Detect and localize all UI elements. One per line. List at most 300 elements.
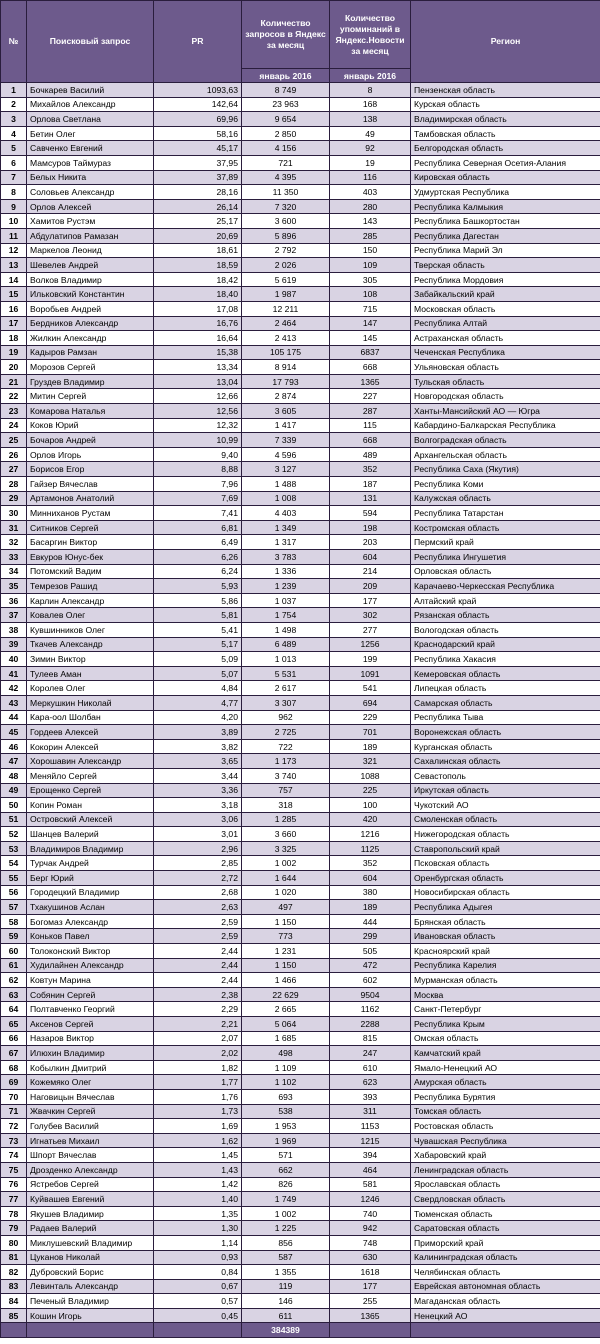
row-yandex: 497	[242, 900, 330, 915]
row-num: 59	[1, 929, 27, 944]
table-row	[1, 637, 600, 652]
row-query: Воробьев Андрей	[27, 301, 154, 316]
row-region: Иркутская область	[411, 783, 600, 798]
row-pr: 2,96	[154, 841, 242, 856]
row-region: Воронежская область	[411, 725, 600, 740]
row-num: 29	[1, 491, 27, 506]
row-num: 37	[1, 608, 27, 623]
table-row	[1, 491, 600, 506]
row-query: Абдулатипов Рамазан	[27, 228, 154, 243]
row-pr: 28,16	[154, 185, 242, 200]
row-yandex: 773	[242, 929, 330, 944]
row-num: 64	[1, 1002, 27, 1017]
row-num: 43	[1, 695, 27, 710]
row-num: 65	[1, 1017, 27, 1032]
row-news: 630	[330, 1250, 411, 1265]
table-row	[1, 666, 600, 681]
row-region: Оренбургская область	[411, 871, 600, 886]
row-yandex: 3 605	[242, 404, 330, 419]
row-region: Владимирская область	[411, 112, 600, 127]
row-yandex: 1 150	[242, 914, 330, 929]
row-query: Карлин Александр	[27, 593, 154, 608]
row-pr: 3,01	[154, 827, 242, 842]
row-pr: 18,59	[154, 258, 242, 273]
table-row	[1, 973, 600, 988]
row-yandex: 119	[242, 1279, 330, 1294]
row-pr: 1,35	[154, 1206, 242, 1221]
table-row	[1, 1294, 600, 1309]
table-row	[1, 1308, 600, 1323]
row-query: Меняйло Сергей	[27, 768, 154, 783]
row-yandex: 693	[242, 1089, 330, 1104]
row-region: Ханты-Мансийский АО — Югра	[411, 404, 600, 419]
row-num: 34	[1, 564, 27, 579]
table-row	[1, 608, 600, 623]
row-region: Хабаровский край	[411, 1148, 600, 1163]
row-yandex: 1 685	[242, 1031, 330, 1046]
row-news: 594	[330, 506, 411, 521]
row-news: 108	[330, 287, 411, 302]
row-region: Ульяновская область	[411, 360, 600, 375]
row-news: 489	[330, 447, 411, 462]
table-row	[1, 389, 600, 404]
row-pr: 1,62	[154, 1133, 242, 1148]
table-row	[1, 155, 600, 170]
row-yandex: 11 350	[242, 185, 330, 200]
row-yandex: 7 320	[242, 199, 330, 214]
row-yandex: 962	[242, 710, 330, 725]
row-num: 40	[1, 652, 27, 667]
row-news: 942	[330, 1221, 411, 1236]
row-query: Соловьев Александр	[27, 185, 154, 200]
row-news: 394	[330, 1148, 411, 1163]
row-pr: 10,99	[154, 433, 242, 448]
row-region: Республика Тыва	[411, 710, 600, 725]
row-yandex: 6 489	[242, 637, 330, 652]
row-region: Брянская область	[411, 914, 600, 929]
row-pr: 2,29	[154, 1002, 242, 1017]
row-num: 61	[1, 958, 27, 973]
row-yandex: 1 355	[242, 1265, 330, 1280]
row-num: 54	[1, 856, 27, 871]
row-yandex: 611	[242, 1308, 330, 1323]
row-news: 505	[330, 944, 411, 959]
footer-empty	[411, 1323, 600, 1338]
row-pr: 7,69	[154, 491, 242, 506]
row-yandex: 2 026	[242, 258, 330, 273]
row-pr: 1,30	[154, 1221, 242, 1236]
row-pr: 2,68	[154, 885, 242, 900]
row-pr: 5,17	[154, 637, 242, 652]
row-yandex: 826	[242, 1177, 330, 1192]
row-yandex: 1 020	[242, 885, 330, 900]
row-news: 19	[330, 155, 411, 170]
row-num: 5	[1, 141, 27, 156]
row-news: 189	[330, 739, 411, 754]
row-pr: 5,09	[154, 652, 242, 667]
row-yandex: 8 749	[242, 83, 330, 98]
row-query: Кошин Игорь	[27, 1308, 154, 1323]
row-news: 541	[330, 681, 411, 696]
row-news: 227	[330, 389, 411, 404]
row-num: 9	[1, 199, 27, 214]
row-region: Вологодская область	[411, 622, 600, 637]
row-region: Республика Калмыкия	[411, 199, 600, 214]
table-row	[1, 958, 600, 973]
row-news: 1216	[330, 827, 411, 842]
row-num: 38	[1, 622, 27, 637]
table-row	[1, 433, 600, 448]
row-pr: 1,14	[154, 1235, 242, 1250]
row-yandex: 2 413	[242, 331, 330, 346]
row-news: 177	[330, 1279, 411, 1294]
row-yandex: 1 173	[242, 754, 330, 769]
row-num: 17	[1, 316, 27, 331]
row-pr: 1,82	[154, 1060, 242, 1075]
row-yandex: 721	[242, 155, 330, 170]
row-region: Пензенская область	[411, 83, 600, 98]
row-news: 581	[330, 1177, 411, 1192]
row-num: 2	[1, 97, 27, 112]
table-row	[1, 126, 600, 141]
row-pr: 18,42	[154, 272, 242, 287]
row-news: 444	[330, 914, 411, 929]
table-row	[1, 112, 600, 127]
row-yandex: 2 464	[242, 316, 330, 331]
row-yandex: 1 109	[242, 1060, 330, 1075]
row-query: Коньков Павел	[27, 929, 154, 944]
row-region: Республика Карелия	[411, 958, 600, 973]
row-news: 225	[330, 783, 411, 798]
row-yandex: 5 531	[242, 666, 330, 681]
row-num: 76	[1, 1177, 27, 1192]
row-news: 1618	[330, 1265, 411, 1280]
row-pr: 18,40	[154, 287, 242, 302]
row-news: 1215	[330, 1133, 411, 1148]
row-region: Курганская область	[411, 739, 600, 754]
row-news: 143	[330, 214, 411, 229]
row-pr: 18,61	[154, 243, 242, 258]
row-news: 9504	[330, 987, 411, 1002]
table-row	[1, 1089, 600, 1104]
row-pr: 0,57	[154, 1294, 242, 1309]
row-num: 19	[1, 345, 27, 360]
row-yandex: 722	[242, 739, 330, 754]
table-row	[1, 1133, 600, 1148]
row-region: Тюменская область	[411, 1206, 600, 1221]
row-yandex: 1 644	[242, 871, 330, 886]
row-news: 302	[330, 608, 411, 623]
row-yandex: 1 317	[242, 535, 330, 550]
row-num: 71	[1, 1104, 27, 1119]
row-query: Гордеев Алексей	[27, 725, 154, 740]
row-query: Хорошавин Александр	[27, 754, 154, 769]
row-region: Санкт-Петербург	[411, 1002, 600, 1017]
row-pr: 1,42	[154, 1177, 242, 1192]
row-region: Ставропольский край	[411, 841, 600, 856]
row-num: 33	[1, 550, 27, 565]
table-row	[1, 768, 600, 783]
row-num: 31	[1, 520, 27, 535]
row-num: 55	[1, 871, 27, 886]
row-news: 694	[330, 695, 411, 710]
table-row	[1, 987, 600, 1002]
row-pr: 13,04	[154, 374, 242, 389]
table-row	[1, 447, 600, 462]
row-news: 177	[330, 593, 411, 608]
row-news: 311	[330, 1104, 411, 1119]
row-num: 21	[1, 374, 27, 389]
table-body	[1, 83, 600, 1323]
row-pr: 1,40	[154, 1192, 242, 1207]
table-row	[1, 914, 600, 929]
row-pr: 45,17	[154, 141, 242, 156]
row-news: 740	[330, 1206, 411, 1221]
row-num: 15	[1, 287, 27, 302]
row-region: Забайкальский край	[411, 287, 600, 302]
footer-empty	[330, 1323, 411, 1338]
row-num: 63	[1, 987, 27, 1002]
row-pr: 37,89	[154, 170, 242, 185]
table-row	[1, 681, 600, 696]
row-pr: 9,40	[154, 447, 242, 462]
row-region: Чукотский АО	[411, 798, 600, 813]
row-region: Ярославская область	[411, 1177, 600, 1192]
header-news: Количество упоминаний в Яндекс.Новости за месяц	[330, 1, 411, 69]
row-pr: 1,76	[154, 1089, 242, 1104]
table-row	[1, 287, 600, 302]
row-num: 77	[1, 1192, 27, 1207]
table-row	[1, 418, 600, 433]
row-pr: 6,81	[154, 520, 242, 535]
row-yandex: 856	[242, 1235, 330, 1250]
row-query: Аксенов Сергей	[27, 1017, 154, 1032]
row-num: 73	[1, 1133, 27, 1148]
row-news: 1365	[330, 374, 411, 389]
row-query: Бердников Александр	[27, 316, 154, 331]
row-query: Комарова Наталья	[27, 404, 154, 419]
row-pr: 12,56	[154, 404, 242, 419]
row-pr: 3,36	[154, 783, 242, 798]
row-news: 1256	[330, 637, 411, 652]
row-num: 10	[1, 214, 27, 229]
row-num: 4	[1, 126, 27, 141]
row-yandex: 1 754	[242, 608, 330, 623]
row-query: Тулеев Аман	[27, 666, 154, 681]
row-yandex: 2 874	[242, 389, 330, 404]
row-region: Псковская область	[411, 856, 600, 871]
row-query: Бетин Олег	[27, 126, 154, 141]
row-region: Республика Северная Осетия-Алания	[411, 155, 600, 170]
row-num: 62	[1, 973, 27, 988]
row-query: Кувшинников Олег	[27, 622, 154, 637]
row-num: 48	[1, 768, 27, 783]
header-num: №	[1, 1, 27, 83]
row-query: Меркушкин Николай	[27, 695, 154, 710]
row-region: Тверская область	[411, 258, 600, 273]
row-yandex: 22 629	[242, 987, 330, 1002]
row-news: 116	[330, 170, 411, 185]
table-row	[1, 579, 600, 594]
row-pr: 2,44	[154, 973, 242, 988]
row-query: Турчак Андрей	[27, 856, 154, 871]
row-yandex: 1 969	[242, 1133, 330, 1148]
row-num: 44	[1, 710, 27, 725]
row-region: Рязанская область	[411, 608, 600, 623]
row-pr: 37,95	[154, 155, 242, 170]
row-num: 25	[1, 433, 27, 448]
row-yandex: 2 617	[242, 681, 330, 696]
row-query: Гайзер Вячеслав	[27, 477, 154, 492]
row-query: Белых Никита	[27, 170, 154, 185]
row-query: Митин Сергей	[27, 389, 154, 404]
row-news: 138	[330, 112, 411, 127]
row-pr: 4,20	[154, 710, 242, 725]
row-query: Берг Юрий	[27, 871, 154, 886]
row-news: 472	[330, 958, 411, 973]
footer-empty	[154, 1323, 242, 1338]
row-query: Шанцев Валерий	[27, 827, 154, 842]
row-num: 27	[1, 462, 27, 477]
row-news: 145	[330, 331, 411, 346]
row-pr: 1,77	[154, 1075, 242, 1090]
row-region: Костромская область	[411, 520, 600, 535]
footer-empty	[1, 1323, 27, 1338]
table-row	[1, 1148, 600, 1163]
row-region: Липецкая область	[411, 681, 600, 696]
row-news: 92	[330, 141, 411, 156]
row-yandex: 3 660	[242, 827, 330, 842]
row-num: 8	[1, 185, 27, 200]
row-news: 115	[330, 418, 411, 433]
row-yandex: 146	[242, 1294, 330, 1309]
table-row	[1, 316, 600, 331]
table-row	[1, 1104, 600, 1119]
table-row	[1, 1075, 600, 1090]
row-yandex: 1 013	[242, 652, 330, 667]
row-pr: 3,89	[154, 725, 242, 740]
table-row	[1, 345, 600, 360]
row-region: Кабардино-Балкарская Республика	[411, 418, 600, 433]
row-num: 46	[1, 739, 27, 754]
table-row	[1, 477, 600, 492]
footer-empty	[27, 1323, 154, 1338]
row-query: Островский Алексей	[27, 812, 154, 827]
row-yandex: 4 156	[242, 141, 330, 156]
row-yandex: 1 150	[242, 958, 330, 973]
row-num: 42	[1, 681, 27, 696]
row-news: 203	[330, 535, 411, 550]
table-row	[1, 1250, 600, 1265]
row-region: Приморский край	[411, 1235, 600, 1250]
row-yandex: 105 175	[242, 345, 330, 360]
row-region: Кемеровская область	[411, 666, 600, 681]
row-query: Коков Юрий	[27, 418, 154, 433]
row-region: Астраханская область	[411, 331, 600, 346]
row-news: 1153	[330, 1119, 411, 1134]
row-news: 109	[330, 258, 411, 273]
table-row	[1, 944, 600, 959]
row-news: 299	[330, 929, 411, 944]
row-query: Темрезов Рашид	[27, 579, 154, 594]
row-news: 131	[330, 491, 411, 506]
table-row	[1, 1192, 600, 1207]
row-pr: 3,18	[154, 798, 242, 813]
row-region: Самарская область	[411, 695, 600, 710]
row-news: 403	[330, 185, 411, 200]
row-num: 70	[1, 1089, 27, 1104]
table-row	[1, 798, 600, 813]
table-row	[1, 1162, 600, 1177]
row-num: 74	[1, 1148, 27, 1163]
table-row	[1, 374, 600, 389]
row-num: 14	[1, 272, 27, 287]
row-yandex: 4 596	[242, 447, 330, 462]
row-region: Ивановская область	[411, 929, 600, 944]
row-yandex: 1 749	[242, 1192, 330, 1207]
row-num: 1	[1, 83, 27, 98]
row-query: Радаев Валерий	[27, 1221, 154, 1236]
row-query: Дрозденко Александр	[27, 1162, 154, 1177]
row-query: Зимин Виктор	[27, 652, 154, 667]
row-query: Богомаз Александр	[27, 914, 154, 929]
row-pr: 2,59	[154, 914, 242, 929]
table-row	[1, 841, 600, 856]
row-yandex: 1 349	[242, 520, 330, 535]
row-region: Белгородская область	[411, 141, 600, 156]
row-query: Жвачкин Сергей	[27, 1104, 154, 1119]
row-yandex: 1 102	[242, 1075, 330, 1090]
row-yandex: 571	[242, 1148, 330, 1163]
row-pr: 8,88	[154, 462, 242, 477]
table-header	[1, 1, 600, 83]
row-query: Кокорин Алексей	[27, 739, 154, 754]
row-yandex: 12 211	[242, 301, 330, 316]
table-row	[1, 871, 600, 886]
row-query: Цуканов Николай	[27, 1250, 154, 1265]
row-query: Орлова Светлана	[27, 112, 154, 127]
row-query: Кара-оол Шолбан	[27, 710, 154, 725]
row-pr: 20,69	[154, 228, 242, 243]
row-region: Ростовская область	[411, 1119, 600, 1134]
row-region: Республика Дагестан	[411, 228, 600, 243]
row-region: Томская область	[411, 1104, 600, 1119]
table-row	[1, 170, 600, 185]
row-pr: 5,93	[154, 579, 242, 594]
row-yandex: 3 127	[242, 462, 330, 477]
row-region: Алтайский край	[411, 593, 600, 608]
header-region: Регион	[411, 1, 600, 83]
row-news: 1246	[330, 1192, 411, 1207]
row-pr: 12,32	[154, 418, 242, 433]
row-yandex: 2 850	[242, 126, 330, 141]
row-news: 287	[330, 404, 411, 419]
row-num: 50	[1, 798, 27, 813]
row-pr: 1,73	[154, 1104, 242, 1119]
row-news: 1365	[330, 1308, 411, 1323]
row-news: 168	[330, 97, 411, 112]
row-query: Ильковский Константин	[27, 287, 154, 302]
row-region: Москва	[411, 987, 600, 1002]
row-pr: 1,45	[154, 1148, 242, 1163]
row-pr: 69,96	[154, 112, 242, 127]
table-row	[1, 272, 600, 287]
row-query: Ястребов Сергей	[27, 1177, 154, 1192]
row-news: 668	[330, 360, 411, 375]
table-row	[1, 1031, 600, 1046]
row-num: 82	[1, 1265, 27, 1280]
row-pr: 0,45	[154, 1308, 242, 1323]
